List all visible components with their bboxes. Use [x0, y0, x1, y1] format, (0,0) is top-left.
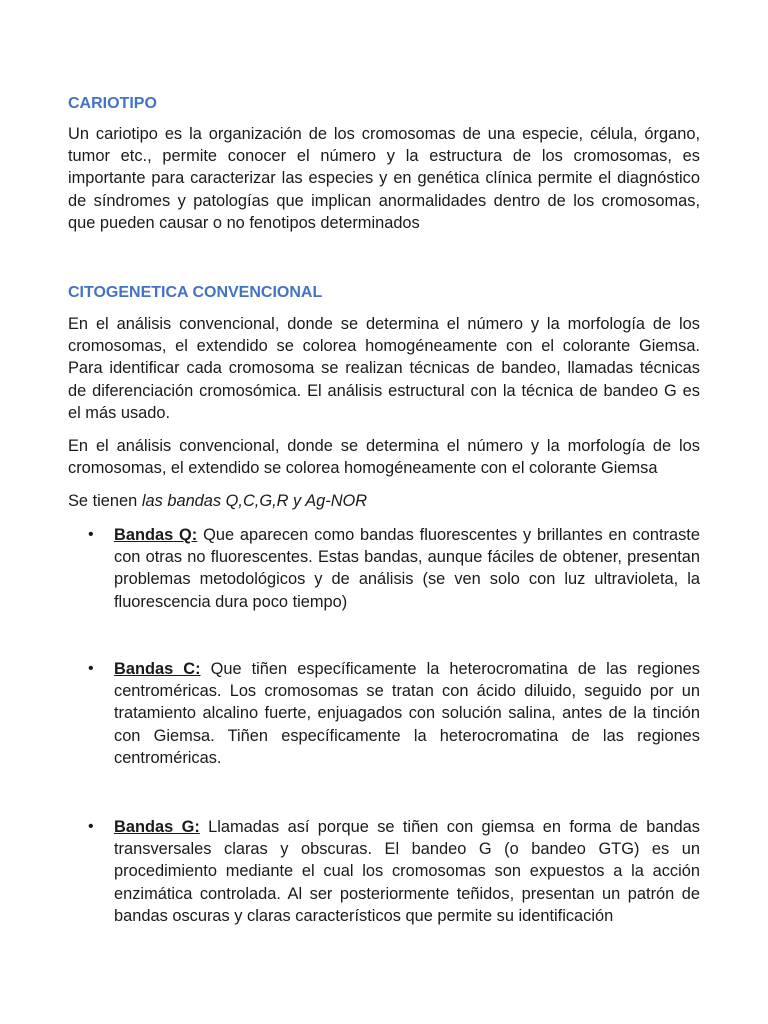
- bullet-text: [114, 658, 700, 769]
- bullet-description: Llamadas así porque se tiñen con giemsa en forma de bandas transversales claras y obscuras. El bandeo G (o bandeo GTG) es un procedimiento mediante el cual los cromosomas son expuestos a la acción enzimática controlada. Al ser posteriormente teñidos, presentan un patrón de bandas oscuras y claras característicos que permite su identificación: [114, 818, 700, 925]
- paragraph-cariotipo: Un cariotipo es la organización de los cromosomas de una especie, célula, órgano, tumor etc., permite conocer el número y la estructura de los cromosomas, es importante para caracterizar las especies y en genética clínica permite el diagnóstico de síndromes y patologías que implican anormalidades dentro de los cromosomas, que pueden causar o no fenotipos determinados: [68, 125, 700, 232]
- paragraph-analisis-1: En el análisis convencional, donde se determina el número y la morfología de los cromosomas, el extendido se colorea homogéneamente con el colorante Giemsa. Para identificar cada cromosoma se realizan técnicas de bandeo, llamadas técnicas de diferenciación cromosómica. El análisis estructural con la técnica de bandeo G es el más usado.: [68, 315, 700, 422]
- list-item: [68, 524, 700, 613]
- intro-prefix: Se tienen: [68, 492, 142, 510]
- bullet-term: Bandas C:: [114, 660, 201, 678]
- heading-citogenetica: CITOGENETICA CONVENCIONAL: [68, 284, 323, 301]
- bullet-description: Que tiñen específicamente la heterocromatina de las regiones centroméricas. Los cromosomas se tratan con ácido diluido, seguido por un tratamiento alcalino fuerte, enjuagados con solución salina, antes de la tinción con Giemsa. Tiñen específicamente la heterocromatina de las regiones centroméricas.: [114, 660, 700, 767]
- list-item: [68, 658, 700, 769]
- intro-italic: las bandas Q,C,G,R y Ag-NOR: [141, 492, 368, 510]
- bullet-term: Bandas Q:: [114, 526, 198, 544]
- heading-cariotipo: CARIOTIPO: [68, 95, 157, 112]
- bullet-term: Bandas G:: [114, 818, 200, 836]
- bullet-icon: •: [88, 526, 94, 543]
- bullet-text: [114, 816, 700, 927]
- bullet-description: Que aparecen como bandas fluorescentes y brillantes en contraste con otras no fluorescentes. Estas bandas, aunque fáciles de obtener, presentan problemas metodológicos y de análisis (se ven solo con luz ultravioleta, la fluorescencia dura poco tiempo): [114, 526, 700, 611]
- list-item: [68, 816, 700, 927]
- bullet-icon: •: [88, 818, 94, 835]
- bullet-icon: •: [88, 660, 94, 677]
- paragraph-bandas-intro: [68, 490, 700, 512]
- paragraph-analisis-2: En el análisis convencional, donde se determina el número y la morfología de los cromosomas, el extendido se colorea homogéneamente con el colorante Giemsa: [68, 437, 700, 478]
- bullet-text: [114, 524, 700, 613]
